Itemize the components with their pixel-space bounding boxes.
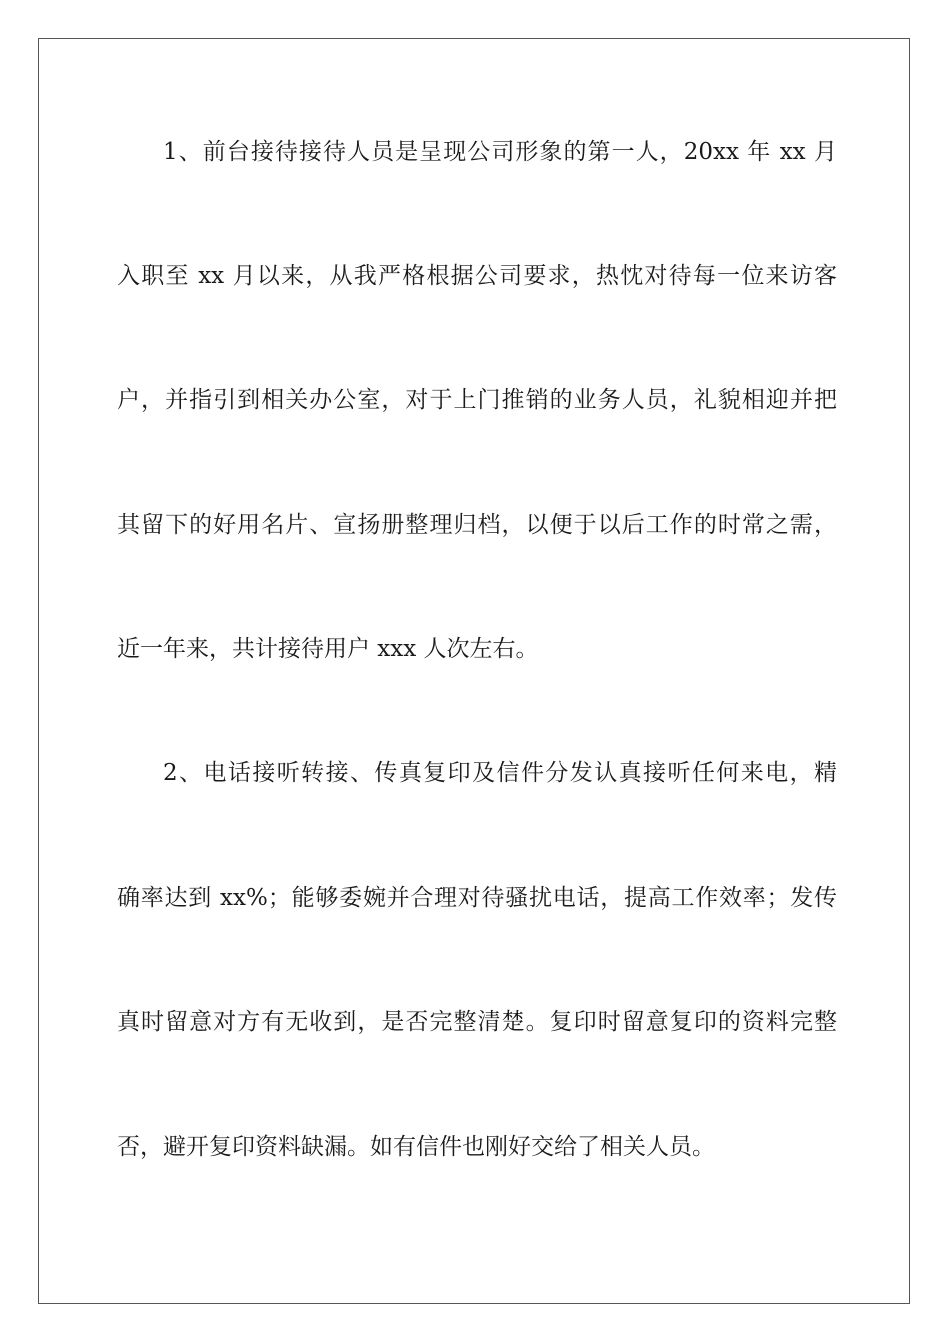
paragraph-line: 真时留意对方有无收到，是否完整清楚。复印时留意复印的资料完整 — [117, 1009, 837, 1035]
paragraph-line: 其留下的好用名片、宣扬册整理归档，以便于以后工作的时常之需， — [117, 512, 837, 538]
paragraph-line: 否，避开复印资料缺漏。如有信件也刚好交给了相关人员。 — [117, 1134, 715, 1160]
paragraph-line: 2、电话接听转接、传真复印及信件分发认真接听任何来电，精 — [163, 760, 837, 786]
page-border — [38, 38, 910, 1304]
paragraph-line: 户，并指引到相关办公室，对于上门推销的业务人员，礼貌相迎并把 — [117, 387, 837, 413]
paragraph-line: 确率达到 xx%；能够委婉并合理对待骚扰电话，提高工作效率；发传 — [117, 885, 837, 911]
paragraph-line: 1、前台接待接待人员是呈现公司形象的第一人，20xx 年 xx 月 — [163, 139, 837, 165]
paragraph-line: 近一年来，共计接待用户 xxx 人次左右。 — [117, 636, 539, 662]
paragraph-line: 入职至 xx 月以来，从我严格根据公司要求，热忱对待每一位来访客 — [117, 263, 837, 289]
